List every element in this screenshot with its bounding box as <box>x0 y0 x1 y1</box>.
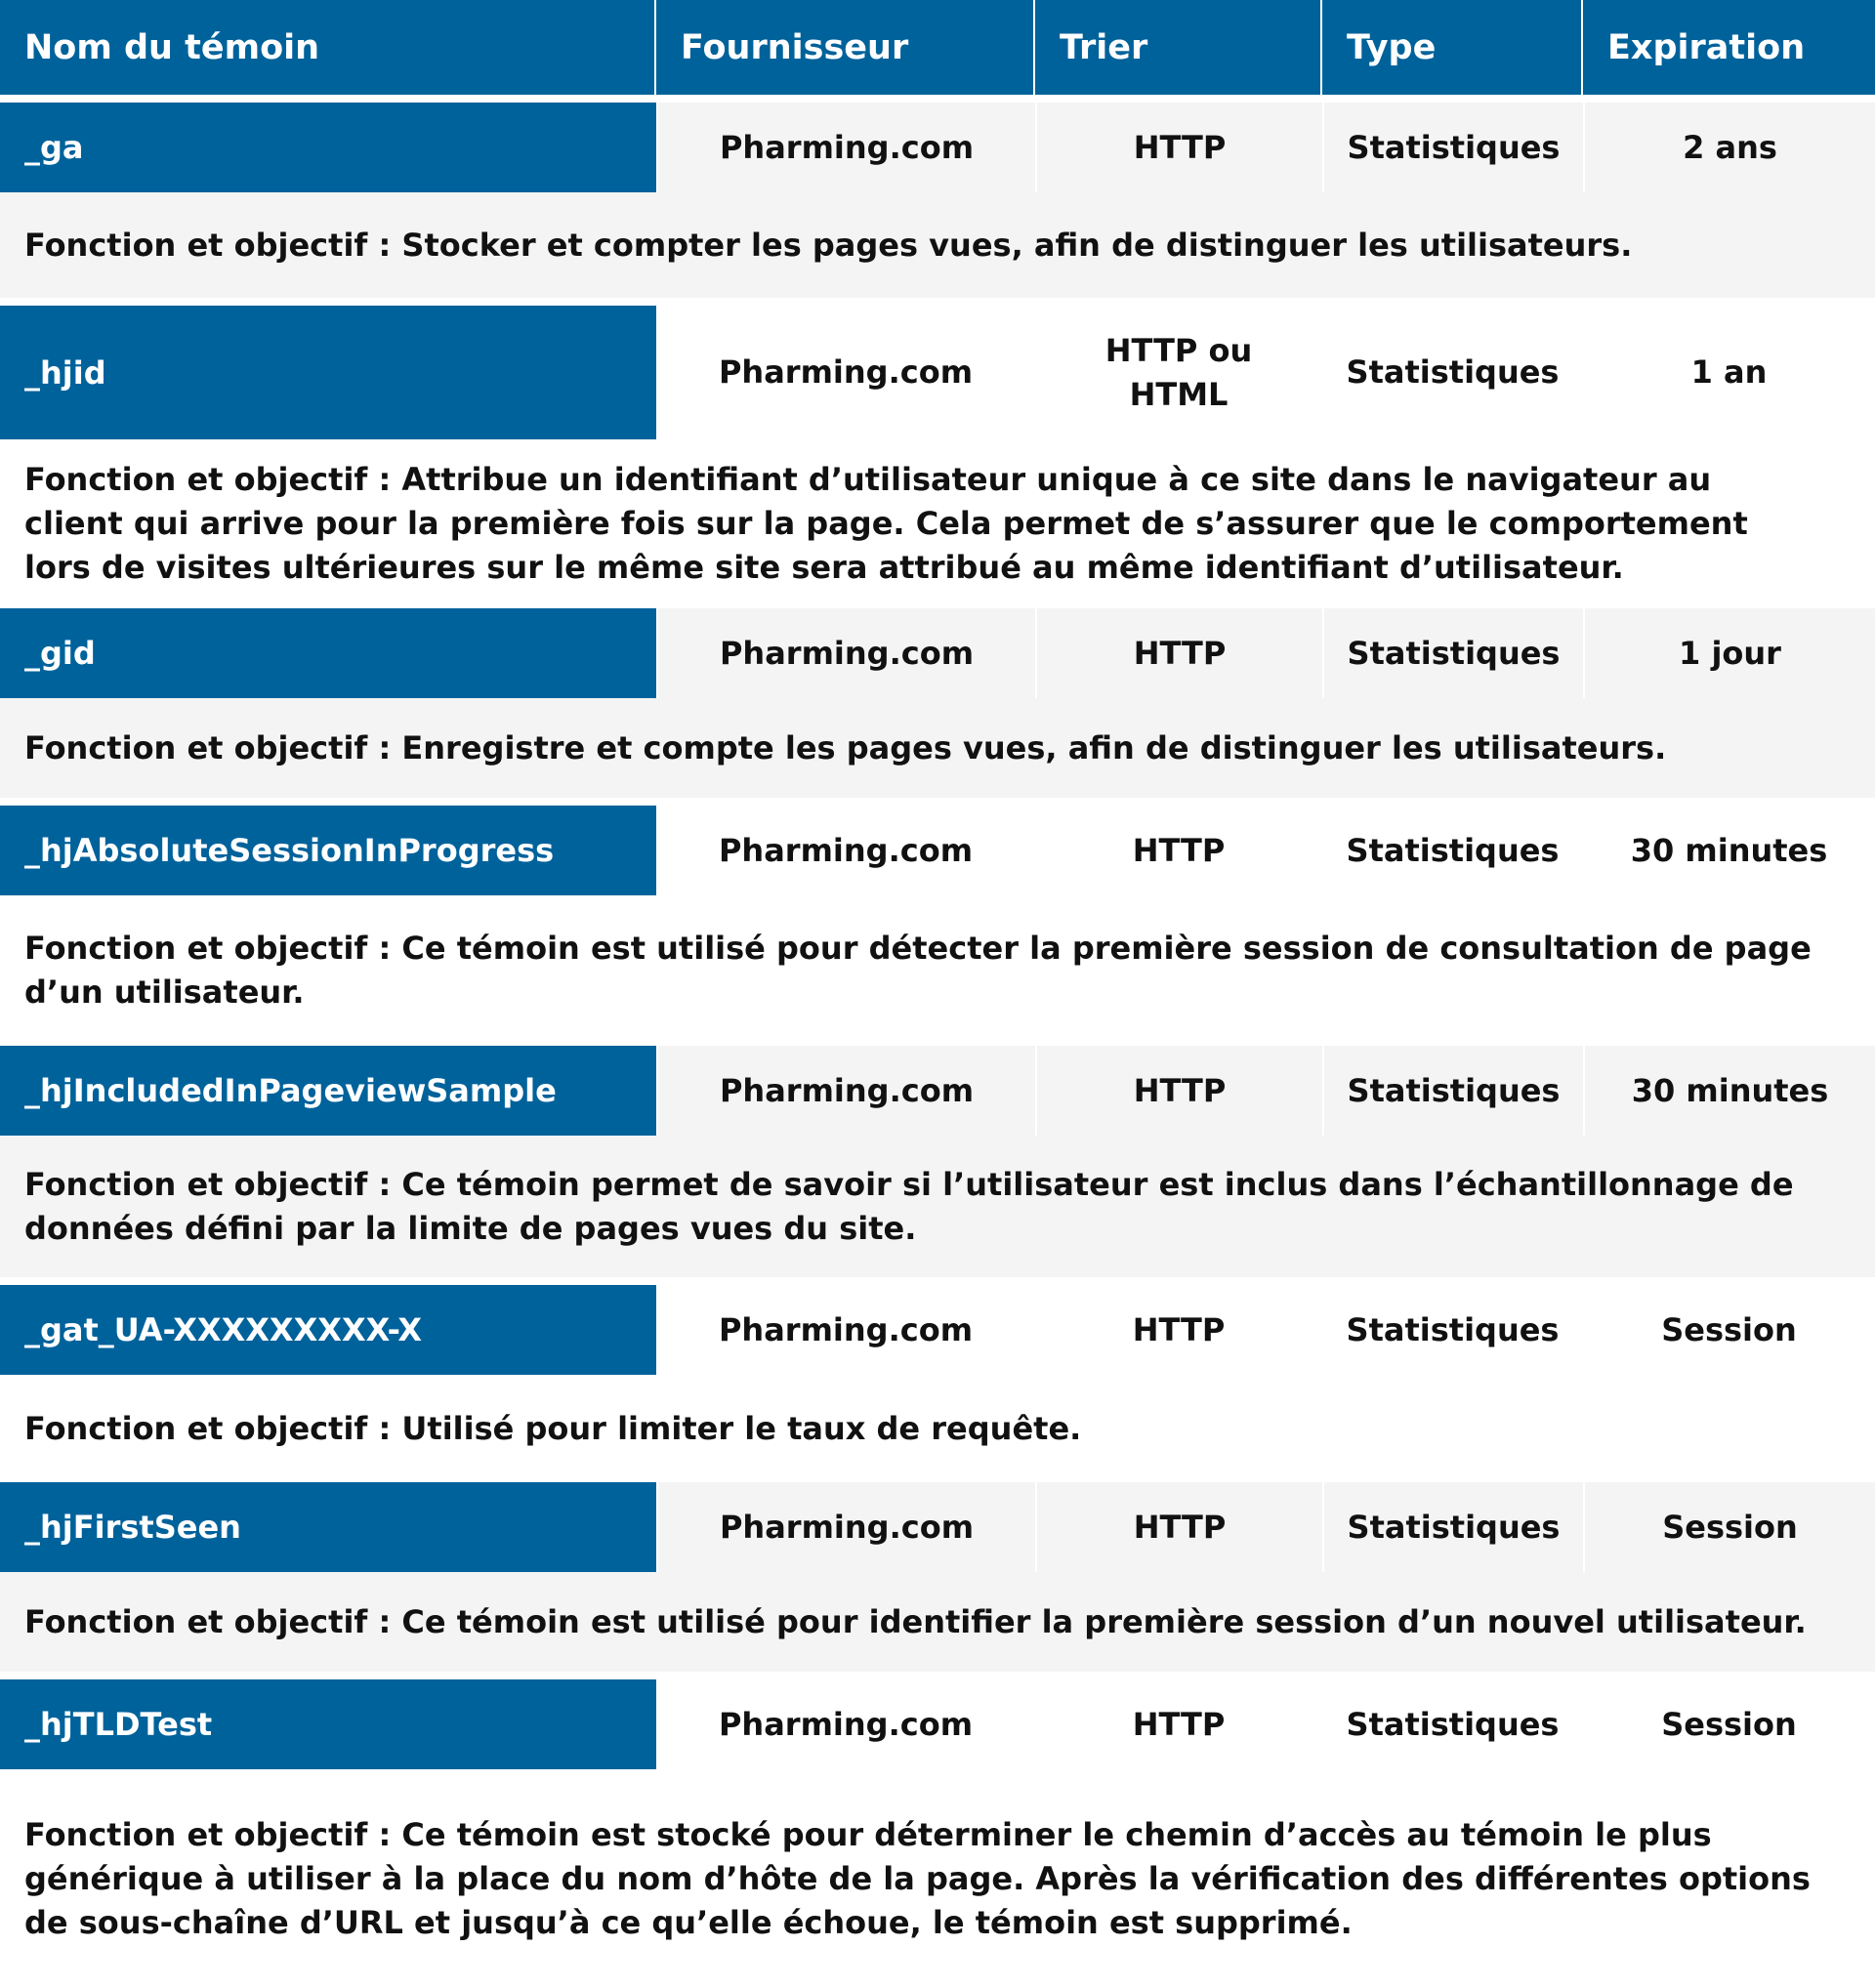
cookie-provider: Pharming.com <box>656 806 1035 895</box>
cookie-description: Fonction et objectif : Attribue un identifiant d’utilisateur unique à ce site dans le navigateur au client qui arrive pour la première fois sur la page. Cela permet de s’assurer que le comportement lors de visites ultérieures sur le même site sera attribué au même identifiant d’utilisateur. <box>0 439 1875 608</box>
cookie-type: Statistiques <box>1322 806 1583 895</box>
cookie-name: _hjid <box>0 306 656 439</box>
cookie-description: Fonction et objectif : Ce témoin permet de savoir si l’utilisateur est inclus dans l’échantillonnage de données défini par la limite de pages vues du site. <box>0 1136 1875 1277</box>
cookie-description: Fonction et objectif : Ce témoin est utilisé pour identifier la première session d’un nouvel utilisateur. <box>0 1572 1875 1672</box>
cookie-name: _hjAbsoluteSessionInProgress <box>0 806 656 895</box>
cookie-expiration: Session <box>1583 1285 1875 1375</box>
table-row <box>0 806 1875 895</box>
cookie-expiration: 1 jour <box>1583 608 1875 698</box>
cookie-provider: Pharming.com <box>656 1679 1035 1769</box>
cookie-sort: HTTP <box>1035 1679 1322 1769</box>
cookie-expiration: 2 ans <box>1583 103 1875 192</box>
table-row <box>0 1285 1875 1375</box>
cookie-type: Statistiques <box>1322 103 1583 192</box>
cookie-provider: Pharming.com <box>656 306 1035 439</box>
cookie-provider: Pharming.com <box>656 1046 1035 1136</box>
cookie-description: Fonction et objectif : Stocker et compter les pages vues, afin de distinguer les utilisateurs. <box>0 192 1875 298</box>
cookie-description: Fonction et objectif : Enregistre et compte les pages vues, afin de distinguer les utilisateurs. <box>0 698 1875 798</box>
table-row <box>0 1482 1875 1572</box>
cookie-description: Fonction et objectif : Utilisé pour limiter le taux de requête. <box>0 1375 1875 1482</box>
cookie-provider: Pharming.com <box>656 608 1035 698</box>
cookie-sort: HTTP ou HTML <box>1035 306 1322 439</box>
table-row <box>0 608 1875 698</box>
cookie-type: Statistiques <box>1322 1679 1583 1769</box>
cookie-name: _hjTLDTest <box>0 1679 656 1769</box>
header-sort: Trier <box>1035 0 1322 95</box>
header-type: Type <box>1322 0 1583 95</box>
table-row <box>0 103 1875 192</box>
header-expiration: Expiration <box>1583 0 1875 95</box>
cookie-name: _gid <box>0 608 656 698</box>
table-row <box>0 1679 1875 1769</box>
cookie-expiration: 30 minutes <box>1583 1046 1875 1136</box>
cookie-sort: HTTP <box>1035 806 1322 895</box>
cookie-provider: Pharming.com <box>656 103 1035 192</box>
cookie-expiration: Session <box>1583 1679 1875 1769</box>
cookie-name: _hjFirstSeen <box>0 1482 656 1572</box>
table-row <box>0 1046 1875 1136</box>
cookie-type: Statistiques <box>1322 608 1583 698</box>
cookie-expiration: 1 an <box>1583 306 1875 439</box>
cookie-name: _ga <box>0 103 656 192</box>
cookie-description: Fonction et objectif : Ce témoin est stocké pour déterminer le chemin d’accès au témoin le plus générique à utiliser à la place du nom d’hôte de la page. Après la vérification des différentes options de sous-chaîne d’URL et jusqu’à ce qu’elle échoue, le témoin est supprimé. <box>0 1769 1875 1988</box>
cookie-name: _gat_UA-XXXXXXXXX-X <box>0 1285 656 1375</box>
cookie-provider: Pharming.com <box>656 1285 1035 1375</box>
cookie-type: Statistiques <box>1322 1046 1583 1136</box>
cookie-sort: HTTP <box>1035 1046 1322 1136</box>
cookie-expiration: Session <box>1583 1482 1875 1572</box>
header-cookie-name: Nom du témoin <box>0 0 656 95</box>
cookie-sort: HTTP <box>1035 608 1322 698</box>
cookie-type: Statistiques <box>1322 306 1583 439</box>
table-header-row <box>0 0 1875 103</box>
cookie-name: _hjIncludedInPageviewSample <box>0 1046 656 1136</box>
cookie-sort: HTTP <box>1035 1482 1322 1572</box>
cookie-sort: HTTP <box>1035 103 1322 192</box>
cookie-expiration: 30 minutes <box>1583 806 1875 895</box>
header-provider: Fournisseur <box>656 0 1035 95</box>
cookie-description: Fonction et objectif : Ce témoin est utilisé pour détecter la première session de consultation de page d’un utilisateur. <box>0 895 1875 1046</box>
cookie-type: Statistiques <box>1322 1482 1583 1572</box>
cookie-sort: HTTP <box>1035 1285 1322 1375</box>
cookie-type: Statistiques <box>1322 1285 1583 1375</box>
cookie-provider: Pharming.com <box>656 1482 1035 1572</box>
table-row <box>0 306 1875 439</box>
